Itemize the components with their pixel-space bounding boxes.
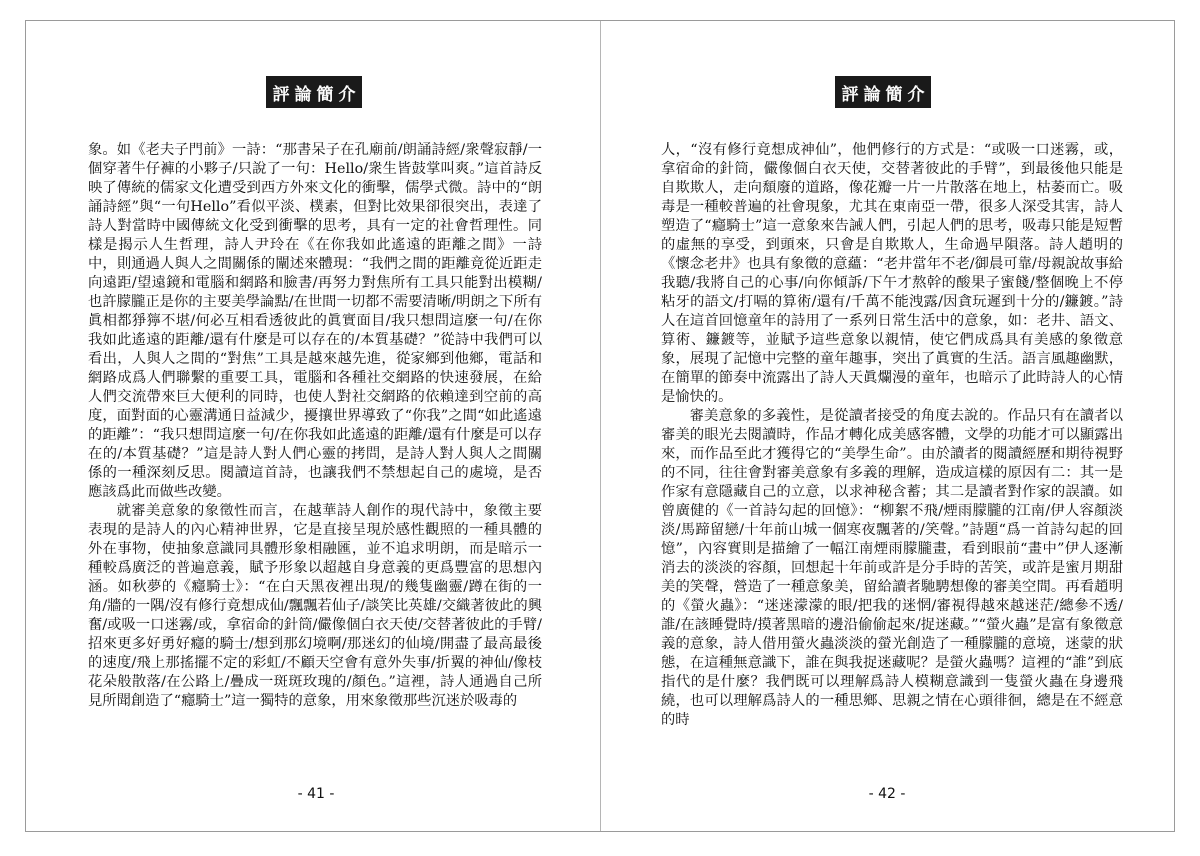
page-number: - 42 - — [868, 786, 906, 802]
book-spread — [25, 20, 1175, 832]
section-label: 評論簡介 — [266, 76, 362, 108]
paragraph: 象。如《老夫子門前》一詩：“那書呆子在孔廟前/朗誦詩經/衆聲寂靜/一個穿著牛仔褲的小夥子/只說了一句：Hello/衆生皆鼓掌叫爽。”這首詩反映了傳統的儒家文化遭受到西方外來文化的衝擊，儒學式微。詩中的“朗誦詩經”與“一句Hello”看似平淡、樸素，但對比效果卻很突出，表達了詩人對當時中國傳統文化受到衝擊的思考，具有一定的社會哲理性。同樣是揭示人生哲理，詩人尹玲在《在你我如此遙遠的距離之間》一詩中，則通過人與人之間關係的闡述來體現：“我們之間的距離竟從近距走向遠距/望遠鏡和電腦和網路和臉書/再努力對焦所有工具只能對出模糊/也許朦朧正是你的主要美學論點/在世間一切都不需要清晰/明朗之下所有眞相都猙獰不堪/何必互相看透彼此的眞實面目/我只想問這麼一句/在你我如此遙遠的距離/還有什麼是可以存在的/本質基礎？”從詩中我們可以看出，人與人之間的“對焦”工具是越來越先進，從家鄉到他鄉，電話和網路成爲人們聯繫的重要工具，電腦和各種社交網路的快速發展，在給人們交流帶來巨大便利的同時，也使人對社交網路的依賴達到空前的高度，面對面的心靈溝通日益減少，擾攘世界導致了“你我”之間“如此遙遠的距離”：“我只想問這麼一句/在你我如此遙遠的距離/還有什麼是可以存在的/本質基礎？”這是詩人對人們心靈的拷問，是詩人對人與人之間關係的一種深刻反思。閱讀這首詩，也讓我們不禁想起自己的處境，是否應該爲此而做些改變。 — [88, 142, 542, 500]
paragraph: 人，“沒有修行竟想成神仙”，他們修行的方式是：“或吸一口迷霧，或，拿宿命的針筒，儼像個白衣天使，交替著彼此的手臂”，到最後他只能是自欺欺人，走向頹廢的道路，像花瓣一片一片散落在地上，枯萎而亡。吸毒是一種較普遍的社會現象，尤其在東南亞一帶，很多人深受其害，詩人塑造了“癮騎士”這一意象來告誡人們，引起人們的思考，吸毒只能是短暫的虛無的享受，到頭來，只會是自欺欺人，生命過早隕落。詩人趙明的《懷念老井》也具有象徵的意蘊：“老井當年不老/御晨可靠/母親說故事給我聽/我將自己的心事/向你傾訴/下午才熬幹的酸果子蜜餞/整個晚上不停粘牙的語文/打嗝的算術/還有/千萬不能洩露/因貪玩遲到十分的/鐮鍍。”詩人在這首回憶童年的詩用了一系列日常生活中的意象，如：老井、語文、算術、鐮鍍等，並賦予這些意象以親情，使它們成爲具有美感的象徵意象，展現了記憶中完整的童年趣事，突出了眞實的生活。語言風趣幽默，在簡單的節奏中流露出了詩人天眞爛漫的童年，也暗示了此時詩人的心情是愉快的。 — [661, 142, 1123, 405]
section-label: 評論簡介 — [835, 76, 931, 108]
body-text — [88, 141, 542, 711]
paragraph: 審美意象的多義性，是從讀者接受的角度去說的。作品只有在讀者以審美的眼光去閱讀時，作品才轉化成美感客體，文學的功能才可以顯露出來，而作品至此才獲得它的“美學生命”。由於讀者的閱讀經歷和期待視野的不同，往往會對審美意象有多義的理解，造成這樣的原因有二：其一是作家有意隱藏自己的立意，以求神秘含蓄；其二是讀者對作家的誤讀。如曾廣健的《一首詩勾起的回憶》：“柳絮不飛/煙雨朦朧的江南/伊人容顏淡淡/馬蹄留戀/十年前山城一個寒夜飄著的/笑聲。”詩題“爲一首詩勾起的回憶”，內容實則是描繪了一幅江南煙雨朦朧畫，看到眼前“畫中”伊人逐漸消去的淡淡的容顏，回想起十年前或許是分手時的苦笑，或許是蜜月期甜美的笑聲，營造了一種意象美，留給讀者馳騁想像的審美空間。再看趙明的《螢火蟲》：“迷迷濛濛的眼/把我的迷惘/審視得越來越迷茫/總參不透/誰/在該睡覺時/摸著黑暗的邊沿偷偷起來/捉迷藏。”“螢火蟲”是富有象徵意義的意象，詩人借用螢火蟲淡淡的螢光創造了一種朦朧的意境，迷蒙的狀態，在這種無意識下，誰在與我捉迷藏呢？是螢火蟲嗎？這裡的“誰”到底指代的是什麼？我們既可以理解爲詩人模糊意識到一隻螢火蟲在身邊飛繞，也可以理解爲詩人的一種思鄉、思親之情在心頭徘徊，總是在不經意的時 — [661, 408, 1123, 728]
body-text — [661, 141, 1123, 730]
page-number: - 41 - — [297, 786, 335, 802]
right-page — [601, 21, 1175, 831]
left-page — [26, 21, 600, 831]
paragraph: 就審美意象的象徵性而言，在越華詩人創作的現代詩中，象徵主要表現的是詩人的內心精神世界，它是直接呈現於感性觀照的一種具體的外在事物，使抽象意識同具體形象相融匯，並不追求明朗，而是暗示一種較爲廣泛的普遍意義，賦予形象以超越自身意義的更爲豐富的思想內涵。如秋夢的《癮騎士》：“在白天黑夜裡出現/的幾隻幽靈/蹲在街的一角/牆的一隅/沒有修行竟想成仙/飄飄若仙子/談笑比英雄/交織著彼此的興奮/或吸一口迷霧/或，拿宿命的針筒/儼像個白衣天使/交替著彼此的手臂/招來更多好勇好癮的騎士/想到那幻境啊/那迷幻的仙境/開盡了最高最後的速度/飛上那搖擺不定的彩虹/不顧天空會有意外失事/折翼的神仙/像枝花朵般散落/在公路上/疊成一斑斑玫瑰的/顏色。”這裡，詩人通過自己所見所聞創造了“癮騎士”這一獨特的意象，用來象徵那些沉迷於吸毒的 — [88, 503, 542, 709]
